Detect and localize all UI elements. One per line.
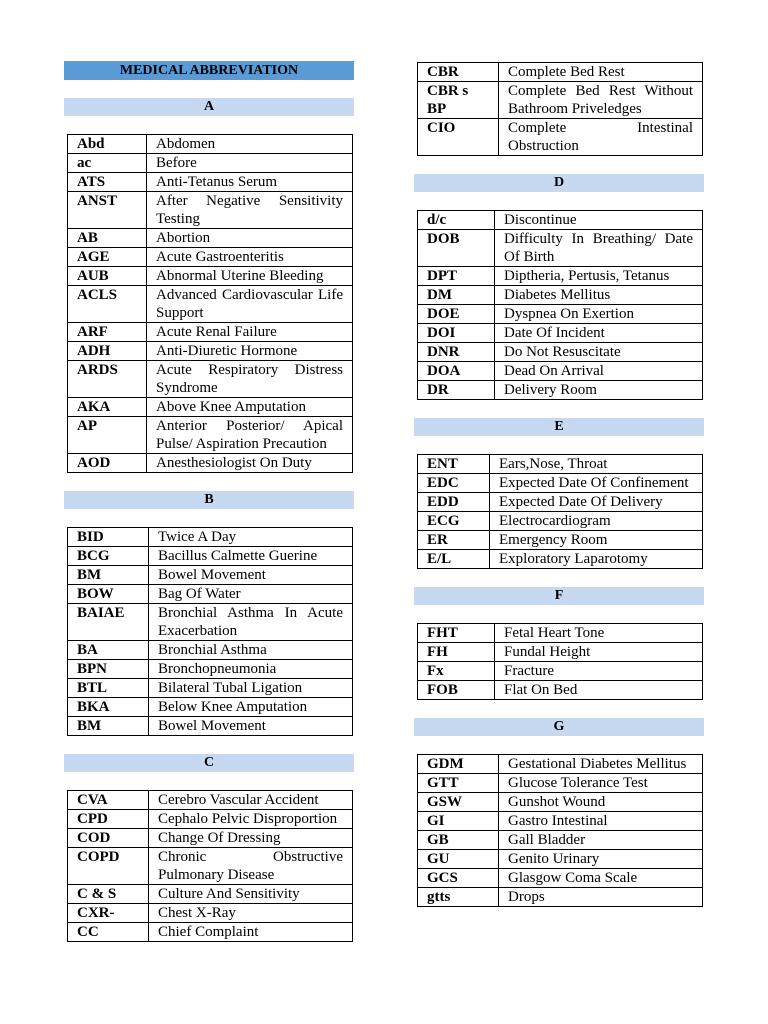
table-g	[417, 754, 703, 907]
abbreviation-cell: BTL	[68, 679, 149, 698]
table-row	[418, 324, 703, 343]
table-row	[418, 812, 703, 831]
table-b	[67, 527, 353, 736]
table-row	[418, 119, 703, 156]
meaning-cell: Glucose Tolerance Test	[499, 774, 703, 793]
meaning-cell: After Negative Sensitivity Testing	[147, 192, 353, 229]
abbreviation-cell: C & S	[68, 885, 149, 904]
document-title: MEDICAL ABBREVIATION	[64, 61, 354, 80]
abbreviation-cell: ENT	[418, 455, 490, 474]
meaning-cell: Gastro Intestinal	[499, 812, 703, 831]
table-row	[418, 474, 703, 493]
meaning-cell: Chronic Obstructive Pulmonary Disease	[149, 848, 353, 885]
abbreviation-cell: CC	[68, 923, 149, 942]
table-row	[418, 869, 703, 888]
table-row	[68, 454, 353, 473]
table-f	[417, 623, 703, 700]
meaning-cell: Acute Renal Failure	[147, 323, 353, 342]
meaning-cell: Abortion	[147, 229, 353, 248]
meaning-cell: Diptheria, Pertusis, Tetanus	[495, 267, 703, 286]
meaning-cell: Electrocardiogram	[490, 512, 703, 531]
abbreviation-cell: DPT	[418, 267, 495, 286]
meaning-cell: Bronchopneumonia	[149, 660, 353, 679]
meaning-cell: Bowel Movement	[149, 717, 353, 736]
abbreviation-cell: BPN	[68, 660, 149, 679]
abbreviation-cell: DM	[418, 286, 495, 305]
table-row	[418, 455, 703, 474]
abbreviation-cell: ARF	[68, 323, 147, 342]
table-row	[418, 286, 703, 305]
abbreviation-cell: EDD	[418, 493, 490, 512]
table-row	[418, 793, 703, 812]
table-row	[418, 643, 703, 662]
table-row	[418, 63, 703, 82]
table-a	[67, 134, 353, 473]
table-c	[67, 790, 353, 942]
table-row	[418, 550, 703, 569]
table-c-continued	[417, 62, 703, 156]
abbreviation-cell: CIO	[418, 119, 499, 156]
meaning-cell: Drops	[499, 888, 703, 907]
meaning-cell: Culture And Sensitivity	[149, 885, 353, 904]
abbreviation-cell: EDC	[418, 474, 490, 493]
table-row	[418, 888, 703, 907]
abbreviation-cell: DOB	[418, 230, 495, 267]
meaning-cell: Difficulty In Breathing/ Date Of Birth	[495, 230, 703, 267]
table-row	[68, 361, 353, 398]
abbreviation-cell: DOA	[418, 362, 495, 381]
abbreviation-cell: BA	[68, 641, 149, 660]
meaning-cell: Genito Urinary	[499, 850, 703, 869]
section-header-g: G	[414, 718, 704, 736]
abbreviation-cell: ECG	[418, 512, 490, 531]
table-row	[68, 717, 353, 736]
abbreviation-cell: DR	[418, 381, 495, 400]
table-row	[418, 774, 703, 793]
abbreviation-cell: ARDS	[68, 361, 147, 398]
table-row	[418, 850, 703, 869]
abbreviation-cell: CBR	[418, 63, 499, 82]
right-column	[414, 62, 704, 907]
meaning-cell: Gall Bladder	[499, 831, 703, 850]
meaning-cell: Delivery Room	[495, 381, 703, 400]
table-row	[68, 173, 353, 192]
abbreviation-cell: GB	[418, 831, 499, 850]
table-row	[418, 831, 703, 850]
left-column	[64, 61, 354, 942]
table-row	[68, 641, 353, 660]
abbreviation-cell: AP	[68, 417, 147, 454]
meaning-cell: Acute Respiratory Distress Syndrome	[147, 361, 353, 398]
abbreviation-cell: CBR s BP	[418, 82, 499, 119]
table-row	[68, 547, 353, 566]
table-row	[68, 923, 353, 942]
table-row	[68, 135, 353, 154]
abbreviation-cell: BM	[68, 566, 149, 585]
table-row	[418, 493, 703, 512]
meaning-cell: Anterior Posterior/ Apical Pulse/ Aspiration Precaution	[147, 417, 353, 454]
meaning-cell: Fetal Heart Tone	[495, 624, 703, 643]
abbreviation-cell: DNR	[418, 343, 495, 362]
abbreviation-cell: BM	[68, 717, 149, 736]
meaning-cell: Twice A Day	[149, 528, 353, 547]
meaning-cell: Above Knee Amputation	[147, 398, 353, 417]
table-row	[418, 230, 703, 267]
table-row	[418, 267, 703, 286]
meaning-cell: Cerebro Vascular Accident	[149, 791, 353, 810]
abbreviation-cell: FHT	[418, 624, 495, 643]
table-row	[418, 681, 703, 700]
table-row	[68, 848, 353, 885]
table-row	[68, 528, 353, 547]
abbreviation-cell: gtts	[418, 888, 499, 907]
meaning-cell: Advanced Cardiovascular Life Support	[147, 286, 353, 323]
table-row	[418, 82, 703, 119]
meaning-cell: Bilateral Tubal Ligation	[149, 679, 353, 698]
abbreviation-cell: BAIAE	[68, 604, 149, 641]
meaning-cell: Ears,Nose, Throat	[490, 455, 703, 474]
abbreviation-cell: GCS	[418, 869, 499, 888]
abbreviation-cell: GDM	[418, 755, 499, 774]
abbreviation-cell: DOE	[418, 305, 495, 324]
table-row	[68, 229, 353, 248]
meaning-cell: Before	[147, 154, 353, 173]
meaning-cell: Date Of Incident	[495, 324, 703, 343]
meaning-cell: Gunshot Wound	[499, 793, 703, 812]
abbreviation-cell: COPD	[68, 848, 149, 885]
table-row	[68, 904, 353, 923]
abbreviation-cell: BCG	[68, 547, 149, 566]
abbreviation-cell: GTT	[418, 774, 499, 793]
abbreviation-cell: BID	[68, 528, 149, 547]
meaning-cell: Exploratory Laparotomy	[490, 550, 703, 569]
meaning-cell: Bag Of Water	[149, 585, 353, 604]
table-row	[68, 679, 353, 698]
table-row	[418, 531, 703, 550]
table-row	[68, 585, 353, 604]
abbreviation-cell: BOW	[68, 585, 149, 604]
table-row	[68, 342, 353, 361]
meaning-cell: Fracture	[495, 662, 703, 681]
table-row	[418, 512, 703, 531]
meaning-cell: Bacillus Calmette Guerine	[149, 547, 353, 566]
meaning-cell: Do Not Resuscitate	[495, 343, 703, 362]
meaning-cell: Emergency Room	[490, 531, 703, 550]
meaning-cell: Gestational Diabetes Mellitus	[499, 755, 703, 774]
table-row	[418, 362, 703, 381]
meaning-cell: Acute Gastroenteritis	[147, 248, 353, 267]
abbreviation-cell: COD	[68, 829, 149, 848]
table-row	[418, 211, 703, 230]
abbreviation-cell: FH	[418, 643, 495, 662]
section-header-f: F	[414, 587, 704, 605]
meaning-cell: Change Of Dressing	[149, 829, 353, 848]
table-row	[418, 381, 703, 400]
abbreviation-cell: CXR-	[68, 904, 149, 923]
abbreviation-cell: ANST	[68, 192, 147, 229]
abbreviation-cell: AKA	[68, 398, 147, 417]
meaning-cell: Expected Date Of Delivery	[490, 493, 703, 512]
meaning-cell: Fundal Height	[495, 643, 703, 662]
abbreviation-cell: BKA	[68, 698, 149, 717]
table-row	[68, 698, 353, 717]
abbreviation-cell: ADH	[68, 342, 147, 361]
meaning-cell: Discontinue	[495, 211, 703, 230]
abbreviation-cell: GI	[418, 812, 499, 831]
abbreviation-cell: ER	[418, 531, 490, 550]
table-row	[68, 810, 353, 829]
abbreviation-cell: GSW	[418, 793, 499, 812]
abbreviation-cell: AUB	[68, 267, 147, 286]
meaning-cell: Glasgow Coma Scale	[499, 869, 703, 888]
abbreviation-cell: FOB	[418, 681, 495, 700]
table-row	[68, 248, 353, 267]
table-row	[68, 286, 353, 323]
table-row	[68, 566, 353, 585]
section-header-c: C	[64, 754, 354, 772]
abbreviation-cell: ATS	[68, 173, 147, 192]
abbreviation-cell: d/c	[418, 211, 495, 230]
meaning-cell: Bronchial Asthma	[149, 641, 353, 660]
section-header-e: E	[414, 418, 704, 436]
table-row	[68, 660, 353, 679]
table-row	[418, 305, 703, 324]
meaning-cell: Flat On Bed	[495, 681, 703, 700]
table-row	[68, 604, 353, 641]
meaning-cell: Complete Bed Rest Without Bathroom Priveledges	[499, 82, 703, 119]
abbreviation-cell: Fx	[418, 662, 495, 681]
meaning-cell: Complete Intestinal Obstruction	[499, 119, 703, 156]
table-row	[68, 267, 353, 286]
abbreviation-cell: GU	[418, 850, 499, 869]
table-row	[418, 755, 703, 774]
table-d	[417, 210, 703, 400]
table-row	[68, 154, 353, 173]
meaning-cell: Bronchial Asthma In Acute Exacerbation	[149, 604, 353, 641]
meaning-cell: Abnormal Uterine Bleeding	[147, 267, 353, 286]
abbreviation-cell: ACLS	[68, 286, 147, 323]
section-header-d: D	[414, 174, 704, 192]
meaning-cell: Expected Date Of Confinement	[490, 474, 703, 493]
meaning-cell: Dead On Arrival	[495, 362, 703, 381]
table-row	[68, 323, 353, 342]
meaning-cell: Dyspnea On Exertion	[495, 305, 703, 324]
meaning-cell: Anesthesiologist On Duty	[147, 454, 353, 473]
abbreviation-cell: AB	[68, 229, 147, 248]
meaning-cell: Complete Bed Rest	[499, 63, 703, 82]
section-header-a: A	[64, 98, 354, 116]
meaning-cell: Cephalo Pelvic Disproportion	[149, 810, 353, 829]
table-row	[68, 417, 353, 454]
abbreviation-cell: ac	[68, 154, 147, 173]
meaning-cell: Abdomen	[147, 135, 353, 154]
abbreviation-cell: Abd	[68, 135, 147, 154]
table-row	[68, 398, 353, 417]
table-row	[418, 624, 703, 643]
table-row	[68, 192, 353, 229]
abbreviation-cell: AGE	[68, 248, 147, 267]
meaning-cell: Diabetes Mellitus	[495, 286, 703, 305]
meaning-cell: Chief Complaint	[149, 923, 353, 942]
table-row	[418, 662, 703, 681]
abbreviation-cell: E/L	[418, 550, 490, 569]
abbreviation-cell: CVA	[68, 791, 149, 810]
meaning-cell: Below Knee Amputation	[149, 698, 353, 717]
table-row	[418, 343, 703, 362]
section-header-b: B	[64, 491, 354, 509]
abbreviation-cell: DOI	[418, 324, 495, 343]
table-row	[68, 829, 353, 848]
meaning-cell: Anti-Tetanus Serum	[147, 173, 353, 192]
meaning-cell: Bowel Movement	[149, 566, 353, 585]
abbreviation-cell: CPD	[68, 810, 149, 829]
meaning-cell: Anti-Diuretic Hormone	[147, 342, 353, 361]
table-e	[417, 454, 703, 569]
table-row	[68, 885, 353, 904]
meaning-cell: Chest X-Ray	[149, 904, 353, 923]
abbreviation-cell: AOD	[68, 454, 147, 473]
table-row	[68, 791, 353, 810]
